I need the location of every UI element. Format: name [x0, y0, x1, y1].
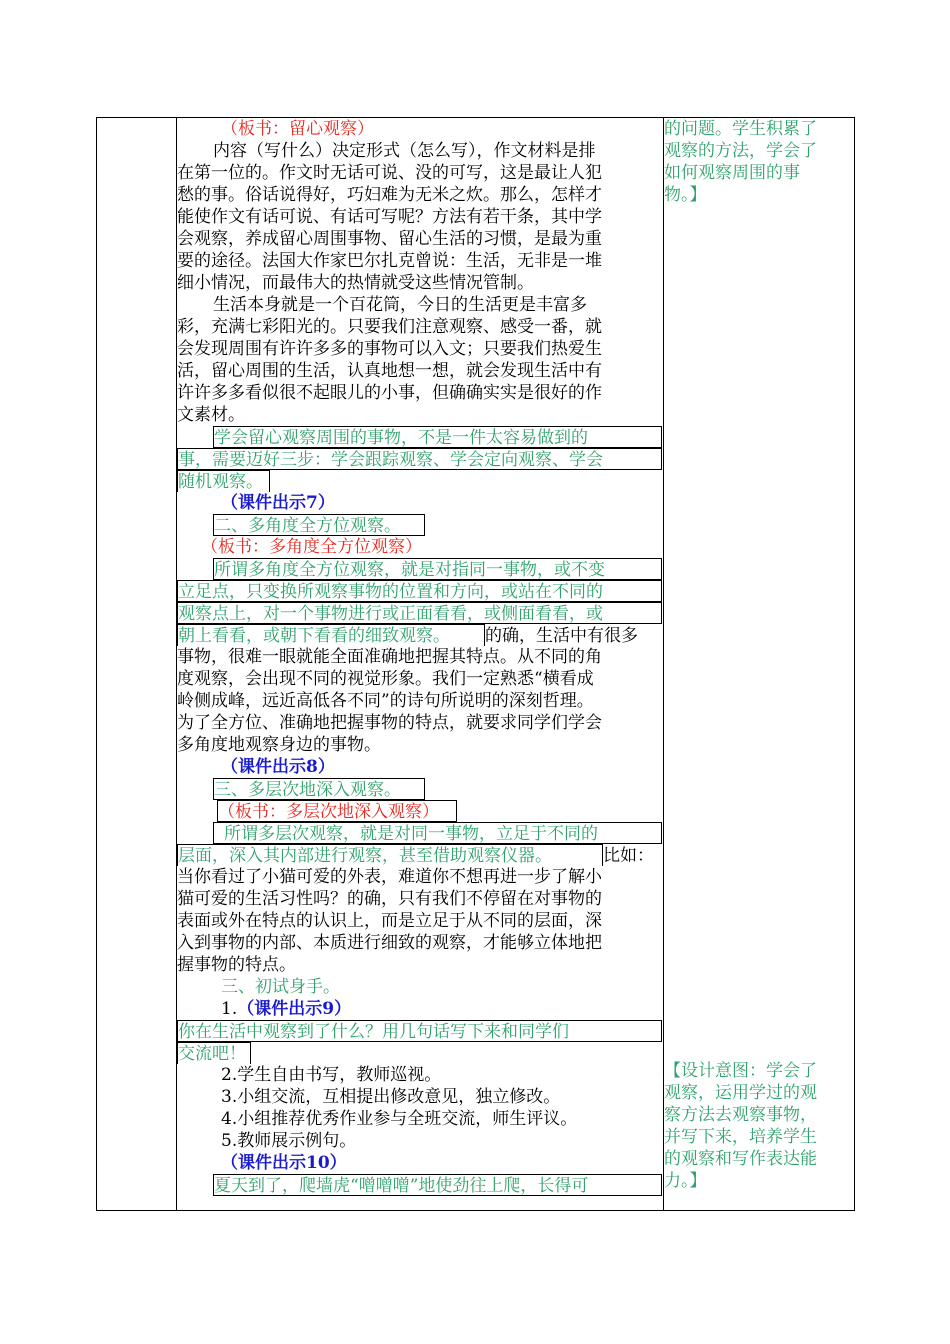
- heading-multi-level: [177, 778, 663, 800]
- boxed-text: 所谓多角度全方位观察，就是对指同一事物，或不变: [213, 558, 662, 580]
- design-note-line: 如何观察周围的事: [664, 163, 800, 183]
- boxed-text-line: [177, 1020, 663, 1042]
- paragraph-line: 当你看过了小猫可爱的外表，难道你不想再进一步了解小: [177, 867, 602, 887]
- design-note-line: 的观察和写作表达能: [664, 1149, 817, 1169]
- step-item: 2.学生自由书写，教师巡视。: [221, 1065, 442, 1085]
- boxed-text: 学会留心观察周围的事物，不是一件太容易做到的: [213, 426, 662, 448]
- paragraph-line: 为了全方位、准确地把握事物的特点，就要求同学们学会: [177, 713, 602, 733]
- paragraph-line: 度观察，会出现不同的视觉形象。我们一定熟悉“横看成: [177, 669, 594, 689]
- paragraph-text: 的确，生活中有很多: [485, 626, 638, 646]
- paragraph-text: 比如：: [603, 846, 654, 866]
- boxed-text: 所谓多层次观察，就是对同一事物，立足于不同的: [213, 822, 662, 844]
- heading-multi-angle: [177, 514, 663, 536]
- boxed-text-line: [177, 426, 663, 448]
- boxed-text: 随机观察。: [177, 470, 270, 492]
- paragraph-line: 生活本身就是一个百花筒，今日的生活更是丰富多: [213, 295, 587, 315]
- boxed-text-line: [177, 1042, 663, 1064]
- step-1-line: [177, 998, 663, 1020]
- heading-try: 三、初试身手。: [221, 977, 340, 997]
- paragraph-line: 内容（写什么）决定形式（怎么写），作文材料是排: [213, 141, 596, 161]
- paragraph-line: 愁的事。俗话说得好，巧妇难为无米之炊。那么，怎样才: [177, 185, 602, 205]
- paragraph-line: 会观察，养成留心周围事物、留心生活的习惯，是最为重: [177, 229, 602, 249]
- boxed-text-line: [177, 844, 663, 866]
- boxed-text: 交流吧！: [177, 1042, 251, 1064]
- step-item: 5.教师展示例句。: [221, 1131, 357, 1151]
- design-note-line: 力。】: [664, 1171, 707, 1191]
- paragraph-line: 文素材。: [177, 405, 245, 425]
- paragraph-line: 猫可爱的生活习性吗？的确，只有我们不停留在对事物的: [177, 889, 602, 909]
- design-note-line: 【设计意图：学会了: [664, 1061, 817, 1081]
- design-note-line: 的问题。学生积累了: [664, 119, 817, 139]
- board-note-3: （板书：多层次地深入观察）: [217, 800, 457, 822]
- boxed-text: 你在生活中观察到了什么？用几句话写下来和同学们: [177, 1020, 662, 1042]
- boxed-text-line: [177, 822, 663, 844]
- design-intent-cell: [664, 118, 854, 1210]
- boxed-text-line: [177, 580, 663, 602]
- board-note-2: （板书：多角度全方位观察）: [201, 537, 422, 557]
- design-note-line: 观察的方法，学会了: [664, 141, 817, 161]
- courseware-note-7: （课件出示7）: [221, 493, 335, 513]
- step-item: 3.小组交流，互相提出修改意见，独立修改。: [221, 1087, 561, 1107]
- courseware-note-9: （课件出示9）: [237, 999, 352, 1019]
- boxed-text: 夏天到了，爬墙虎“噌噌噌”地使劲往上爬，长得可: [213, 1174, 662, 1196]
- boxed-text-line: [177, 624, 663, 646]
- step-number: 1.: [221, 999, 238, 1019]
- design-note-line: 物。】: [664, 185, 707, 205]
- courseware-note-10: （课件出示10）: [221, 1153, 347, 1173]
- boxed-text-line: [177, 470, 663, 492]
- heading-text: 二、多角度全方位观察。: [213, 514, 425, 536]
- paragraph-line: 入到事物的内部、本质进行细致的观察，才能够立体地把: [177, 933, 602, 953]
- design-note-line: 并写下来，培养学生: [664, 1127, 817, 1147]
- design-intent-2: [664, 1060, 817, 1192]
- board-note-1: （板书：留心观察）: [221, 119, 374, 139]
- paragraph-line: 握事物的特点。: [177, 955, 296, 975]
- paragraph-line: 许许多多看似很不起眼儿的小事，但确确实实是很好的作: [177, 383, 602, 403]
- paragraph-line: 多角度地观察身边的事物。: [177, 735, 381, 755]
- paragraph-line: 会发现周围有许许多多的事物可以入文；只要我们热爱生: [177, 339, 602, 359]
- boxed-text: 立足点，只变换所观察事物的位置和方向，或站在不同的: [177, 580, 662, 602]
- heading-text: 三、多层次地深入观察。: [213, 778, 425, 800]
- step-item: 4.小组推荐优秀作业参与全班交流，师生评议。: [221, 1109, 578, 1129]
- board-note-3-line: [177, 800, 663, 822]
- paragraph-line: 表面或外在特点的认识上，而是立足于从不同的层面，深: [177, 911, 602, 931]
- paragraph-line: 活，留心周围的生活，认真地想一想，就会发现生活中有: [177, 361, 602, 381]
- boxed-text: 朝上看看，或朝下看看的细致观察。: [177, 624, 485, 646]
- boxed-text-line: [177, 558, 663, 580]
- boxed-text: 事，需要迈好三步：学会跟踪观察、学会定向观察、学会: [177, 448, 662, 470]
- courseware-note-8: （课件出示8）: [221, 757, 335, 777]
- paragraph-line: 能使作文有话可说、有话可写呢？方法有若干条，其中学: [177, 207, 602, 227]
- paragraph-line: 要的途径。法国大作家巴尔扎克曾说：生活，无非是一堆: [177, 251, 602, 271]
- paragraph-line: 细小情况，而最伟大的热情就受这些情况管制。: [177, 273, 534, 293]
- paragraph-line: 事物，很难一眼就能全面准确地把握其特点。从不同的角: [177, 647, 602, 667]
- design-note-line: 观察，运用学过的观: [664, 1083, 817, 1103]
- boxed-text: 观察点上，对一个事物进行或正面看看，或侧面看看，或: [177, 602, 662, 624]
- teaching-process-cell: [177, 118, 663, 1210]
- boxed-text-line: [177, 602, 663, 624]
- design-note-line: 察方法去观察事物，: [664, 1105, 817, 1125]
- paragraph-line: 彩，充满七彩阳光的。只要我们注意观察、感受一番，就: [177, 317, 602, 337]
- paragraph-line: 岭侧成峰，远近高低各不同”的诗句所说明的深刻哲理。: [177, 691, 594, 711]
- lesson-table: [96, 117, 855, 1211]
- paragraph-line: 在第一位的。作文时无话可说、没的可写，这是最让人犯: [177, 163, 602, 183]
- boxed-text: 层面，深入其内部进行观察，甚至借助观察仪器。: [177, 844, 603, 866]
- boxed-text-line: [177, 448, 663, 470]
- boxed-text-line: [177, 1174, 663, 1196]
